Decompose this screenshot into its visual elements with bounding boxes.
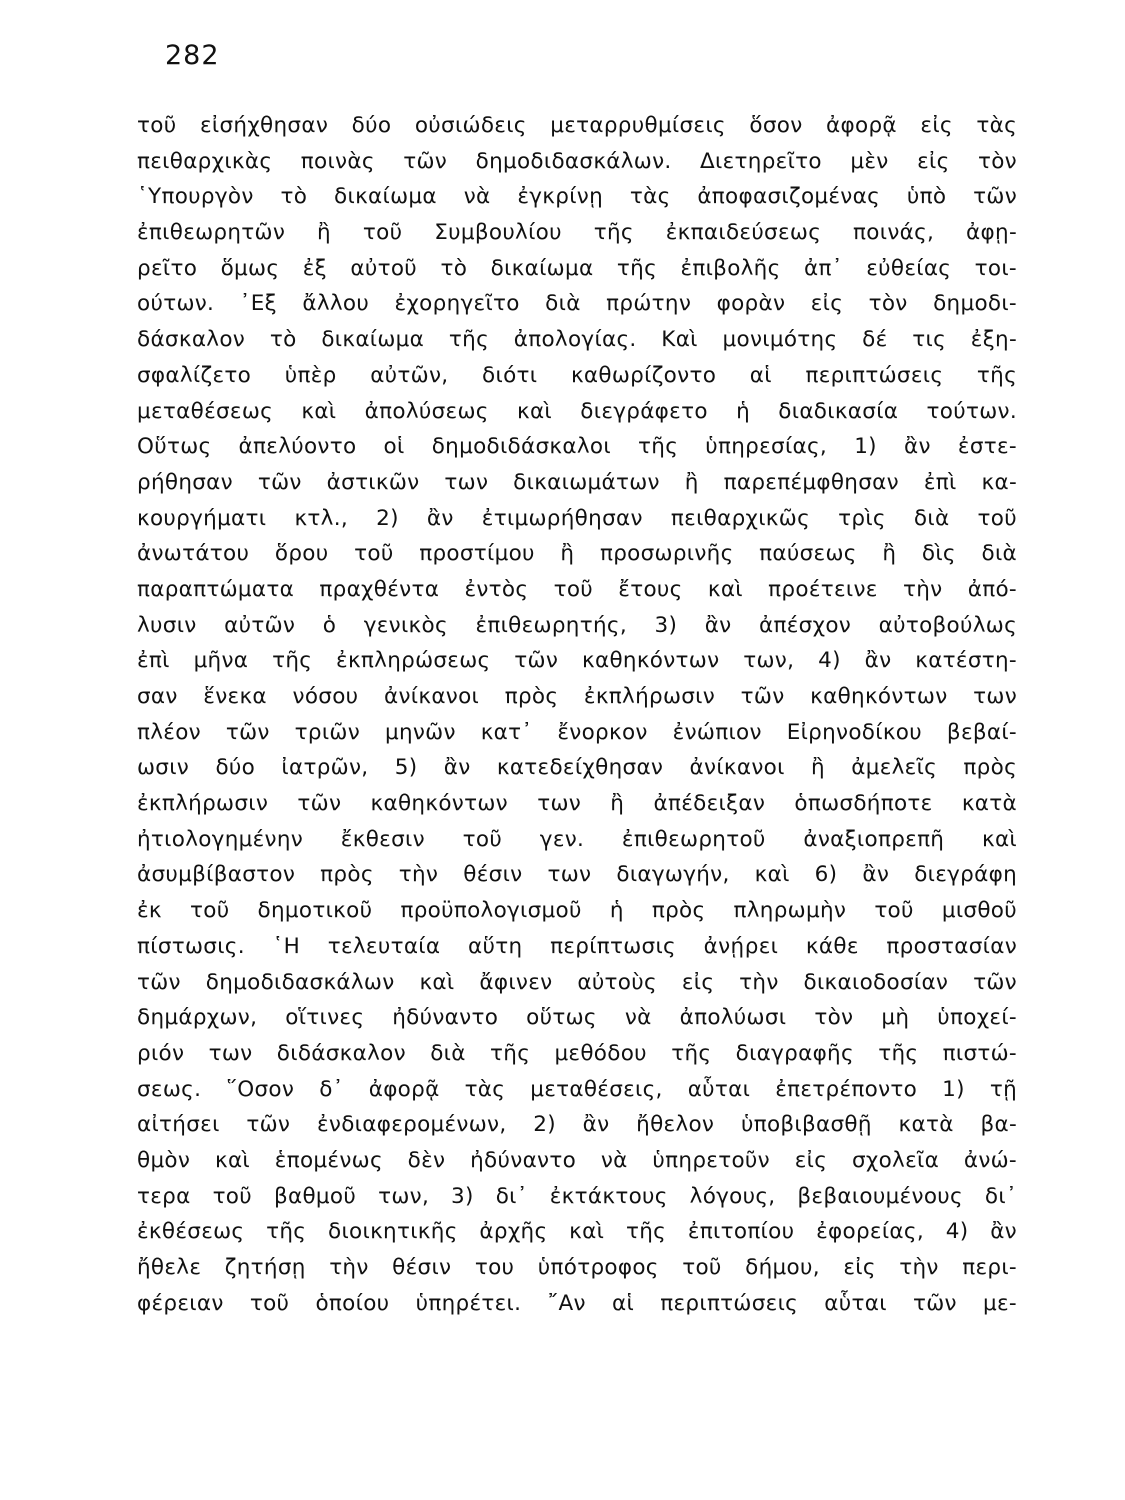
text-line: τῶν δημοδιδασκάλων καὶ ἄφινεν αὐτοὺς εἰς τὴν δικαιοδοσίαν τῶν: [137, 969, 1017, 995]
text-line: αἰτήσει τῶν ἐνδιαφερομένων, 2) ἂν ἤθελον ὑποβιβασθῇ κατὰ βα-: [137, 1112, 1017, 1138]
text-line: ἐκ τοῦ δημοτικοῦ προϋπολογισμοῦ ἡ πρὸς πληρωμὴν τοῦ μισθοῦ: [137, 898, 1017, 924]
text-line: ἐκπλήρωσιν τῶν καθηκόντων των ἢ ἀπέδειξαν ὁπωσδήποτε κατὰ: [137, 791, 1017, 817]
text-line: τοῦ εἰσήχθησαν δύο οὐσιώδεις μεταρρυθμίσεις ὅσον ἀφορᾷ εἰς τὰς: [137, 113, 1017, 138]
text-line: ἤθελε ζητήσῃ τὴν θέσιν του ὑπότροφος τοῦ δήμου, εἰς τὴν περι-: [137, 1255, 1017, 1280]
body-text: [137, 108, 1017, 1321]
text-line: ἀνωτάτου ὅρου τοῦ προστίμου ἢ προσωρινῆς παύσεως ἢ δὶς διὰ: [137, 541, 1017, 567]
text-line: ἐπὶ μῆνα τῆς ἐκπληρώσεως τῶν καθηκόντων των, 4) ἂν κατέστη-: [137, 648, 1017, 674]
text-line: σαν ἕνεκα νόσου ἀνίκανοι πρὸς ἐκπλήρωσιν τῶν καθηκόντων των: [137, 684, 1017, 709]
text-line: ριόν των διδάσκαλον διὰ τῆς μεθόδου τῆς διαγραφῆς τῆς πιστώ-: [137, 1040, 1017, 1066]
text-line: ωσιν δύο ἰατρῶν, 5) ἂν κατεδείχθησαν ἀνίκανοι ἢ ἀμελεῖς πρὸς: [137, 755, 1017, 781]
text-line: σφαλίζετο ὑπὲρ αὐτῶν, διότι καθωρίζοντο αἱ περιπτώσεις τῆς: [137, 362, 1017, 388]
text-line: δημάρχων, οἵτινες ἠδύναντο οὕτως νὰ ἀπολύωσι τὸν μὴ ὑποχεί-: [137, 1005, 1017, 1031]
text-line: ἐκθέσεως τῆς διοικητικῆς ἀρχῆς καὶ τῆς ἐπιτοπίου ἐφορείας, 4) ἂν: [137, 1219, 1017, 1245]
text-line: ρεῖτο ὅμως ἐξ αὐτοῦ τὸ δικαίωμα τῆς ἐπιβολῆς ἀπ᾿ εὐθείας τοι-: [137, 255, 1017, 281]
text-line: τερα τοῦ βαθμοῦ των, 3) δι᾿ ἐκτάκτους λόγους, βεβαιουμένους δι᾿: [137, 1183, 1017, 1209]
text-line: ρήθησαν τῶν ἀστικῶν των δικαιωμάτων ἢ παρεπέμφθησαν ἐπὶ κα-: [137, 469, 1017, 495]
page-number: 282: [165, 40, 220, 71]
text-line: ούτων. ᾿Εξ ἄλλου ἐχορηγεῖτο διὰ πρώτην φορὰν εἰς τὸν δημοδι-: [137, 291, 1017, 317]
text-line: μεταθέσεως καὶ ἀπολύσεως καὶ διεγράφετο ἡ διαδικασία τούτων.: [137, 398, 1017, 424]
text-line: ἀσυμβίβαστον πρὸς τὴν θέσιν των διαγωγήν, καὶ 6) ἂν διεγράφη: [137, 862, 1017, 888]
text-line: ῾Υπουργὸν τὸ δικαίωμα νὰ ἐγκρίνῃ τὰς ἀποφασιζομένας ὑπὸ τῶν: [137, 184, 1017, 210]
text-line: φέρειαν τοῦ ὁποίου ὑπηρέτει. ῎Αν αἱ περιπτώσεις αὗται τῶν με-: [137, 1290, 1017, 1316]
text-line: θμὸν καὶ ἑπομένως δὲν ἠδύναντο νὰ ὑπηρετοῦν εἰς σχολεῖα ἀνώ-: [137, 1147, 1017, 1173]
text-line: κουργήματι κτλ., 2) ἂν ἐτιμωρήθησαν πειθαρχικῶς τρὶς διὰ τοῦ: [137, 505, 1017, 531]
text-line: πειθαρχικὰς ποινὰς τῶν δημοδιδασκάλων. Διετηρεῖτο μὲν εἰς τὸν: [137, 148, 1017, 174]
text-line: δάσκαλον τὸ δικαίωμα τῆς ἀπολογίας. Καὶ μονιμότης δέ τις ἐξη-: [137, 327, 1017, 353]
text-line: ἠτιολογημένην ἔκθεσιν τοῦ γεν. ἐπιθεωρητοῦ ἀναξιοπρεπῆ καὶ: [137, 826, 1017, 852]
text-line: ἐπιθεωρητῶν ἢ τοῦ Συμβουλίου τῆς ἐκπαιδεύσεως ποινάς, ἀφῃ-: [137, 220, 1017, 246]
text-line: Οὕτως ἀπελύοντο οἱ δημοδιδάσκαλοι τῆς ὑπηρεσίας, 1) ἂν ἐστε-: [137, 434, 1017, 460]
text-line: παραπτώματα πραχθέντα ἐντὸς τοῦ ἔτους καὶ προέτεινε τὴν ἀπό-: [137, 576, 1017, 602]
text-line: πλέον τῶν τριῶν μηνῶν κατ᾿ ἔνορκον ἐνώπιον Εἰρηνοδίκου βεβαί-: [137, 719, 1017, 745]
text-line: σεως. ῞Οσον δ᾿ ἀφορᾷ τὰς μεταθέσεις, αὗται ἐπετρέποντο 1) τῇ: [137, 1076, 1017, 1102]
text-line: λυσιν αὐτῶν ὁ γενικὸς ἐπιθεωρητής, 3) ἂν ἀπέσχον αὐτοβούλως: [137, 612, 1017, 638]
text-line: πίστωσις. ῾Η τελευταία αὕτη περίπτωσις ἀνῄρει κάθε προστασίαν: [137, 933, 1017, 959]
